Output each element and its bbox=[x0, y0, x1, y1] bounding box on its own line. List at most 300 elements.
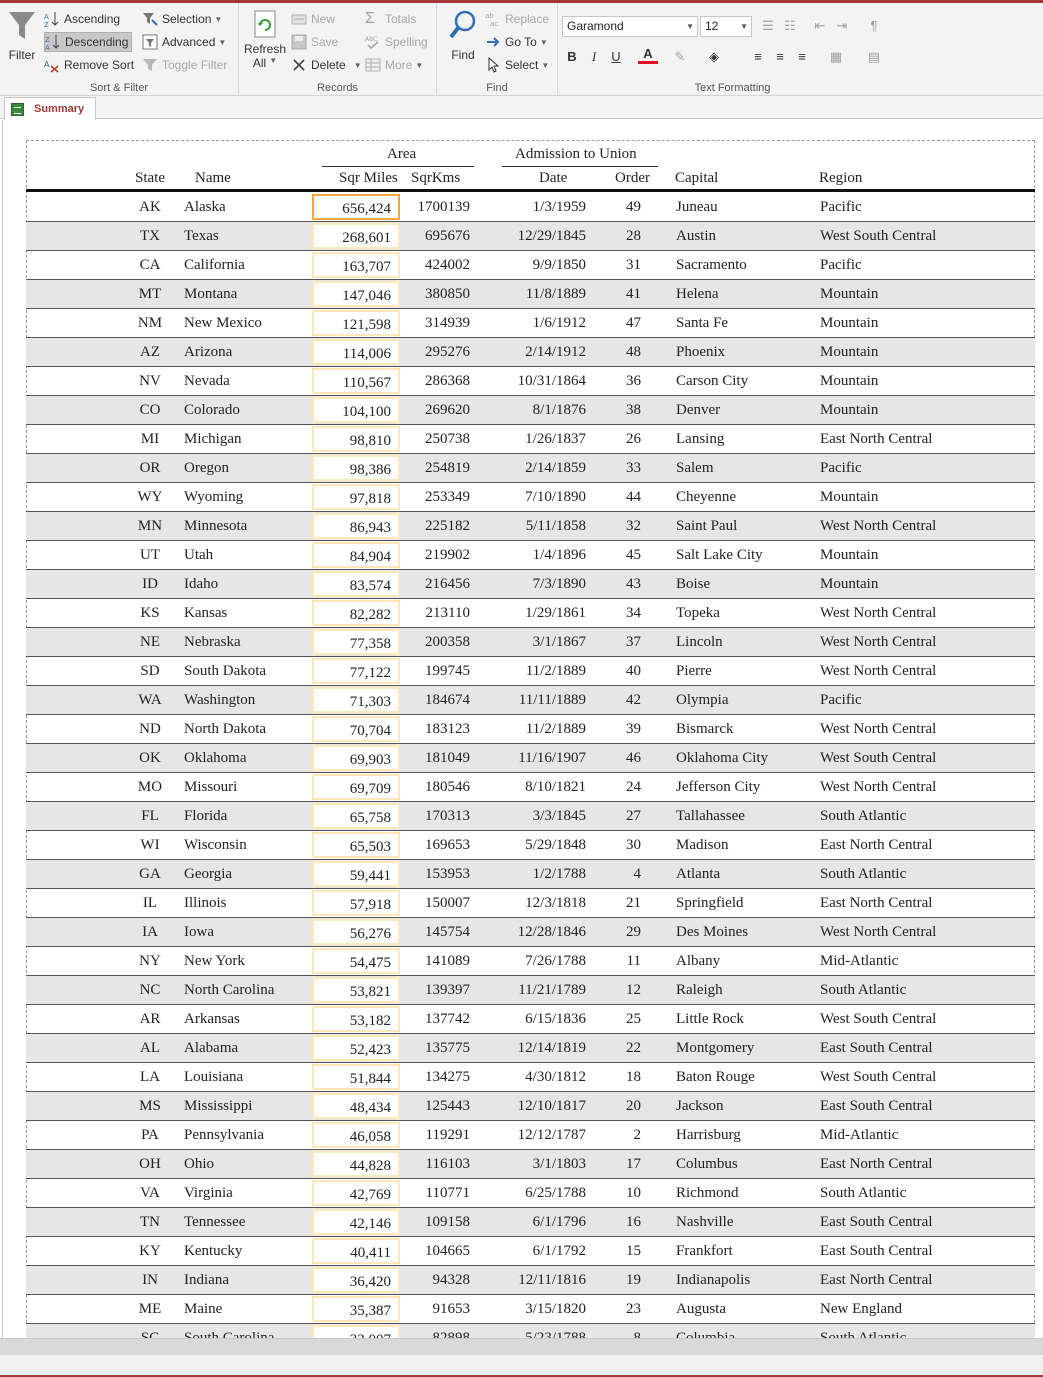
cell-sqmi[interactable]: 42,769 bbox=[312, 1180, 400, 1206]
cell-sqkm: 254819 bbox=[425, 460, 470, 476]
horizontal-scrollbar[interactable] bbox=[0, 1338, 1043, 1355]
cell-region: East North Central bbox=[820, 837, 933, 853]
advanced-label: Advanced bbox=[162, 35, 216, 49]
cell-name: Montana bbox=[184, 286, 238, 302]
tab-summary[interactable] bbox=[4, 97, 96, 120]
cell-order: 25 bbox=[626, 1011, 641, 1027]
cell-capital: Salem bbox=[676, 460, 714, 476]
table-row[interactable] bbox=[26, 802, 1035, 831]
delete-record-button[interactable] bbox=[291, 55, 362, 75]
cell-region: West North Central bbox=[820, 518, 937, 534]
table-row[interactable] bbox=[26, 976, 1035, 1005]
cell-order: 29 bbox=[626, 924, 641, 940]
spelling-label: Spelling bbox=[385, 35, 428, 49]
cell-state: LA bbox=[140, 1069, 160, 1085]
cell-order: 27 bbox=[626, 808, 641, 824]
cell-state: NC bbox=[139, 982, 161, 998]
cell-name: Pennsylvania bbox=[184, 1127, 264, 1143]
cell-state: NY bbox=[139, 953, 161, 969]
font-name-value: Garamond bbox=[567, 19, 624, 33]
cell-sqmi[interactable]: 51,844 bbox=[312, 1064, 400, 1090]
column-header-name: Name bbox=[195, 170, 231, 186]
column-header-sqkm: SqrKms bbox=[411, 170, 461, 186]
table-row[interactable] bbox=[26, 1063, 1035, 1092]
table-row[interactable] bbox=[26, 1179, 1035, 1208]
totals-button[interactable] bbox=[365, 9, 416, 29]
cell-capital: Madison bbox=[676, 837, 729, 853]
descending-button[interactable] bbox=[44, 32, 132, 52]
background-color-icon[interactable]: ◈ bbox=[709, 49, 719, 64]
table-row[interactable] bbox=[26, 628, 1035, 657]
report-left-border bbox=[2, 120, 3, 1338]
cell-sqmi[interactable]: 56,276 bbox=[312, 919, 400, 945]
cell-order: 12 bbox=[626, 982, 641, 998]
table-row[interactable] bbox=[26, 1150, 1035, 1179]
cell-region: West South Central bbox=[820, 228, 937, 244]
save-record-button[interactable] bbox=[291, 32, 338, 52]
cell-order: 24 bbox=[626, 779, 641, 795]
cell-sqmi[interactable]: 84,904 bbox=[312, 542, 400, 568]
cell-sqkm: 380850 bbox=[425, 286, 470, 302]
cell-order: 21 bbox=[626, 895, 641, 911]
cell-sqmi[interactable]: 70,704 bbox=[312, 716, 400, 742]
cell-state: IL bbox=[142, 895, 158, 911]
table-row[interactable] bbox=[26, 251, 1035, 280]
svg-text:Z: Z bbox=[44, 21, 49, 29]
select-button[interactable] bbox=[485, 55, 549, 75]
arrow-right-icon bbox=[485, 34, 501, 50]
cell-region: West North Central bbox=[820, 779, 937, 795]
cell-state: TN bbox=[140, 1214, 160, 1230]
sigma-icon: Σ bbox=[365, 10, 375, 27]
cell-sqkm: 219902 bbox=[425, 547, 470, 563]
cell-capital: Raleigh bbox=[676, 982, 723, 998]
cell-state: OK bbox=[139, 750, 161, 766]
cell-sqmi[interactable]: 54,475 bbox=[312, 948, 400, 974]
cell-date: 1/4/1896 bbox=[532, 547, 586, 563]
refresh-icon bbox=[252, 9, 278, 39]
svg-text:ab: ab bbox=[485, 12, 494, 20]
cell-capital: Harrisburg bbox=[676, 1127, 741, 1143]
cell-sqmi[interactable]: 35,387 bbox=[312, 1296, 400, 1322]
cell-date: 12/3/1818 bbox=[525, 895, 586, 911]
font-name-select[interactable] bbox=[562, 16, 698, 37]
cell-capital: Saint Paul bbox=[676, 518, 738, 534]
bold-button[interactable] bbox=[562, 47, 582, 67]
refresh-all-button[interactable] bbox=[243, 9, 287, 70]
cell-order: 41 bbox=[626, 286, 641, 302]
cell-order: 36 bbox=[626, 373, 641, 389]
sort-ascending-icon bbox=[44, 11, 60, 27]
cell-sqkm: 139397 bbox=[425, 982, 470, 998]
cell-sqmi[interactable]: 163,707 bbox=[312, 252, 400, 278]
alternate-row-color-icon[interactable]: ▦ bbox=[829, 49, 843, 64]
cell-order: 40 bbox=[626, 663, 641, 679]
cell-sqkm: 253349 bbox=[425, 489, 470, 505]
cell-capital: Helena bbox=[676, 286, 719, 302]
cell-sqkm: 153953 bbox=[425, 866, 470, 882]
table-row[interactable] bbox=[26, 599, 1035, 628]
cell-sqkm: 110771 bbox=[425, 1185, 470, 1201]
cell-region: East South Central bbox=[820, 1098, 933, 1114]
cell-sqmi[interactable]: 48,434 bbox=[312, 1093, 400, 1119]
highlight-icon[interactable]: ✎ bbox=[674, 49, 686, 64]
cell-sqkm: 295276 bbox=[425, 344, 470, 360]
area-group-underline bbox=[322, 166, 474, 167]
cell-sqkm: 135775 bbox=[425, 1040, 470, 1056]
cell-date: 3/3/1845 bbox=[532, 808, 586, 824]
cell-sqmi[interactable]: 83,574 bbox=[312, 571, 400, 597]
cell-region: West South Central bbox=[820, 750, 937, 766]
cell-date: 4/30/1812 bbox=[525, 1069, 586, 1085]
gridlines-icon[interactable]: ▤ bbox=[867, 49, 881, 64]
font-color-label: A bbox=[643, 46, 653, 61]
table-row[interactable] bbox=[26, 541, 1035, 570]
cell-capital: Jackson bbox=[676, 1098, 724, 1114]
cell-sqmi[interactable]: 104,100 bbox=[312, 397, 400, 423]
chevron-down-icon: ▼ bbox=[218, 37, 227, 47]
cursor-icon bbox=[485, 57, 501, 73]
cell-sqmi[interactable]: 65,503 bbox=[312, 832, 400, 858]
cell-state: GA bbox=[139, 866, 161, 882]
svg-text:A: A bbox=[44, 13, 49, 21]
cell-sqmi[interactable]: 65,758 bbox=[312, 803, 400, 829]
cell-sqmi[interactable]: 98,810 bbox=[312, 426, 400, 452]
ascending-button[interactable] bbox=[44, 9, 120, 29]
find-group bbox=[437, 3, 558, 96]
cell-region: East South Central bbox=[820, 1214, 933, 1230]
report-icon bbox=[11, 103, 24, 116]
table-row[interactable] bbox=[26, 889, 1035, 918]
find-button[interactable] bbox=[445, 9, 481, 62]
cell-sqmi[interactable]: 114,006 bbox=[312, 339, 400, 365]
cell-sqmi[interactable]: 59,441 bbox=[312, 861, 400, 887]
table-row[interactable] bbox=[26, 918, 1035, 947]
new-record-icon bbox=[291, 11, 307, 27]
cell-sqmi[interactable]: 52,423 bbox=[312, 1035, 400, 1061]
cell-order: 34 bbox=[626, 605, 641, 621]
cell-sqmi[interactable]: 147,046 bbox=[312, 281, 400, 307]
cell-sqmi[interactable]: 82,282 bbox=[312, 600, 400, 626]
cell-state: UT bbox=[140, 547, 160, 563]
cell-sqkm: 424002 bbox=[425, 257, 470, 273]
table-row[interactable] bbox=[26, 338, 1035, 367]
cell-sqmi[interactable]: 121,598 bbox=[312, 310, 400, 336]
font-size-value: 12 bbox=[705, 19, 719, 33]
cell-sqmi[interactable]: 98,386 bbox=[312, 455, 400, 481]
cell-order: 30 bbox=[626, 837, 641, 853]
cell-region: Mountain bbox=[820, 373, 879, 389]
cell-date: 11/2/1889 bbox=[525, 663, 586, 679]
cell-sqmi[interactable]: 57,918 bbox=[312, 890, 400, 916]
cell-state: PA bbox=[141, 1127, 159, 1143]
new-record-button[interactable] bbox=[291, 9, 335, 29]
cell-name: Oregon bbox=[184, 460, 229, 476]
table-row[interactable] bbox=[26, 396, 1035, 425]
cell-order: 39 bbox=[626, 721, 641, 737]
cell-sqkm: 184674 bbox=[425, 692, 470, 708]
cell-sqmi[interactable]: 53,821 bbox=[312, 977, 400, 1003]
cell-name: Colorado bbox=[184, 402, 240, 418]
cell-state: WY bbox=[137, 489, 163, 505]
cell-sqmi[interactable]: 77,358 bbox=[312, 629, 400, 655]
cell-region: Mountain bbox=[820, 489, 879, 505]
table-row[interactable] bbox=[26, 1005, 1035, 1034]
cell-sqkm: 104665 bbox=[425, 1243, 470, 1259]
cell-name: California bbox=[184, 257, 245, 273]
cell-sqmi[interactable]: 69,709 bbox=[312, 774, 400, 800]
cell-capital: Juneau bbox=[676, 199, 718, 215]
chevron-down-icon: ▼ bbox=[539, 37, 548, 47]
cell-state: ME bbox=[138, 1301, 162, 1317]
align-left-icon[interactable]: ≡ bbox=[754, 49, 762, 64]
svg-text:A: A bbox=[44, 60, 50, 69]
cell-date: 12/11/1816 bbox=[518, 1272, 586, 1288]
table-row[interactable] bbox=[26, 860, 1035, 889]
cell-state: TX bbox=[140, 228, 160, 244]
cell-state: AR bbox=[139, 1011, 161, 1027]
cell-sqmi[interactable]: 110,567 bbox=[312, 368, 400, 394]
bullet-list-icon[interactable]: ☰ bbox=[762, 18, 774, 33]
table-row[interactable] bbox=[26, 309, 1035, 338]
cell-name: New Mexico bbox=[184, 315, 262, 331]
cell-sqmi[interactable]: 97,818 bbox=[312, 484, 400, 510]
cell-date: 5/11/1858 bbox=[525, 518, 586, 534]
records-group-label: Records bbox=[317, 82, 358, 94]
cell-state: MO bbox=[137, 779, 163, 795]
table-row[interactable] bbox=[26, 715, 1035, 744]
cell-capital: Baton Rouge bbox=[676, 1069, 755, 1085]
cell-sqmi[interactable]: 77,122 bbox=[312, 658, 400, 684]
column-header-state: State bbox=[135, 170, 165, 186]
cell-sqkm: 269620 bbox=[425, 402, 470, 418]
cell-sqmi[interactable]: 53,182 bbox=[312, 1006, 400, 1032]
cell-state: WI bbox=[140, 837, 160, 853]
cell-date: 11/16/1907 bbox=[518, 750, 586, 766]
toggle-filter-button[interactable] bbox=[142, 55, 227, 75]
table-row[interactable] bbox=[26, 1121, 1035, 1150]
cell-capital: Salt Lake City bbox=[676, 547, 763, 563]
cell-sqkm: 137742 bbox=[425, 1011, 470, 1027]
cell-region: Mountain bbox=[820, 576, 879, 592]
cell-name: North Dakota bbox=[184, 721, 267, 737]
cell-region: Mountain bbox=[820, 344, 879, 360]
font-color-button[interactable] bbox=[638, 45, 658, 64]
go-to-button[interactable] bbox=[485, 32, 548, 52]
advanced-button[interactable] bbox=[142, 32, 226, 52]
cell-order: 10 bbox=[626, 1185, 641, 1201]
cell-region: East North Central bbox=[820, 1156, 933, 1172]
cell-sqmi[interactable]: 71,303 bbox=[312, 687, 400, 713]
align-right-icon[interactable]: ≡ bbox=[798, 49, 806, 64]
cell-state: NV bbox=[139, 373, 161, 389]
filter-button[interactable] bbox=[4, 9, 40, 62]
cell-date: 1/3/1959 bbox=[532, 199, 586, 215]
cell-date: 8/10/1821 bbox=[525, 779, 586, 795]
cell-sqmi[interactable]: 40,411 bbox=[312, 1238, 400, 1264]
cell-order: 45 bbox=[626, 547, 641, 563]
delete-icon bbox=[291, 57, 307, 73]
cell-sqmi[interactable]: 44,828 bbox=[312, 1151, 400, 1177]
cell-region: West North Central bbox=[820, 924, 937, 940]
table-row[interactable] bbox=[26, 947, 1035, 976]
cell-name: Kansas bbox=[184, 605, 228, 621]
cell-sqkm: 181049 bbox=[425, 750, 470, 766]
font-size-select[interactable] bbox=[700, 16, 752, 37]
cell-date: 6/1/1792 bbox=[532, 1243, 586, 1259]
decrease-indent-icon[interactable]: ⇤ bbox=[814, 18, 826, 33]
funnel-icon bbox=[7, 9, 37, 43]
cell-name: Florida bbox=[184, 808, 228, 824]
cell-sqmi[interactable]: 86,943 bbox=[312, 513, 400, 539]
cell-sqkm: 213110 bbox=[425, 605, 470, 621]
table-row[interactable] bbox=[26, 1266, 1035, 1295]
table-row[interactable] bbox=[26, 1237, 1035, 1266]
svg-text:Z: Z bbox=[45, 36, 50, 44]
table-row[interactable] bbox=[26, 1295, 1035, 1324]
save-icon bbox=[291, 34, 307, 50]
table-row[interactable] bbox=[26, 657, 1035, 686]
header-rule bbox=[26, 189, 1035, 192]
cell-date: 9/9/1850 bbox=[532, 257, 586, 273]
toggle-filter-icon bbox=[142, 57, 158, 73]
increase-indent-icon[interactable]: ⇥ bbox=[836, 18, 848, 33]
cell-capital: Lansing bbox=[676, 431, 725, 447]
align-center-icon[interactable]: ≡ bbox=[776, 49, 784, 64]
table-row[interactable] bbox=[26, 483, 1035, 512]
cell-sqkm: 200358 bbox=[425, 634, 470, 650]
replace-label: Replace bbox=[505, 12, 550, 26]
italic-button[interactable] bbox=[584, 47, 604, 67]
text-formatting-group bbox=[558, 3, 907, 96]
column-header-region: Region bbox=[819, 170, 863, 186]
cell-name: Nevada bbox=[184, 373, 230, 389]
cell-capital: Denver bbox=[676, 402, 721, 418]
cell-name: Minnesota bbox=[184, 518, 248, 534]
cell-order: 23 bbox=[626, 1301, 641, 1317]
cell-sqmi[interactable]: 46,058 bbox=[312, 1122, 400, 1148]
chevron-down-icon: ▼ bbox=[541, 60, 550, 70]
cell-state: FL bbox=[141, 808, 159, 824]
cell-date: 7/26/1788 bbox=[525, 953, 586, 969]
cell-capital: Indianapolis bbox=[676, 1272, 751, 1288]
cell-sqmi[interactable]: 36,420 bbox=[312, 1267, 400, 1293]
cell-region: West North Central bbox=[820, 663, 937, 679]
table-row[interactable] bbox=[26, 831, 1035, 860]
text-formatting-group-label: Text Formatting bbox=[694, 82, 771, 94]
tab-summary-label: Summary bbox=[34, 103, 85, 115]
table-row[interactable] bbox=[26, 744, 1035, 773]
cell-name: Iowa bbox=[184, 924, 214, 940]
text-direction-icon[interactable]: ¶ bbox=[870, 18, 878, 33]
table-row[interactable] bbox=[26, 773, 1035, 802]
cell-region: East North Central bbox=[820, 431, 933, 447]
cell-order: 18 bbox=[626, 1069, 641, 1085]
cell-region: West South Central bbox=[820, 1011, 937, 1027]
remove-sort-button[interactable] bbox=[44, 55, 134, 75]
cell-date: 11/11/1889 bbox=[518, 692, 586, 708]
cell-capital: Atlanta bbox=[676, 866, 721, 882]
selection-label: Selection bbox=[162, 12, 212, 26]
replace-icon bbox=[485, 11, 501, 27]
cell-region: New England bbox=[820, 1301, 903, 1317]
cell-region: South Atlantic bbox=[820, 808, 907, 824]
cell-order: 47 bbox=[626, 315, 641, 331]
svg-text:ABC: ABC bbox=[365, 36, 378, 43]
cell-order: 2 bbox=[633, 1127, 641, 1143]
underline-button[interactable] bbox=[606, 47, 626, 67]
more-icon bbox=[365, 57, 381, 73]
table-row[interactable] bbox=[26, 570, 1035, 599]
remove-sort-icon bbox=[44, 57, 60, 73]
cell-date: 1/6/1912 bbox=[532, 315, 586, 331]
table-row[interactable] bbox=[26, 1034, 1035, 1063]
find-group-label: Find bbox=[486, 82, 508, 94]
table-row[interactable] bbox=[26, 1208, 1035, 1237]
cell-order: 22 bbox=[626, 1040, 641, 1056]
cell-sqkm: 91653 bbox=[432, 1301, 470, 1317]
cell-region: West North Central bbox=[820, 721, 937, 737]
cell-order: 15 bbox=[626, 1243, 641, 1259]
chevron-down-icon: ▼ bbox=[740, 22, 748, 31]
cell-region: East North Central bbox=[820, 895, 933, 911]
selection-button[interactable] bbox=[142, 9, 222, 29]
cell-sqmi[interactable]: 268,601 bbox=[312, 223, 400, 249]
table-row[interactable] bbox=[26, 512, 1035, 541]
cell-sqkm: 170313 bbox=[425, 808, 470, 824]
chevron-down-icon: ▼ bbox=[686, 22, 694, 31]
cell-capital: Phoenix bbox=[676, 344, 726, 360]
cell-capital: Oklahoma City bbox=[676, 750, 769, 766]
cell-order: 16 bbox=[626, 1214, 641, 1230]
more-button[interactable] bbox=[365, 55, 423, 75]
cell-sqkm: 199745 bbox=[425, 663, 470, 679]
table-row[interactable] bbox=[26, 222, 1035, 251]
svg-text:ac: ac bbox=[490, 20, 499, 28]
cell-name: Arkansas bbox=[184, 1011, 240, 1027]
table-row[interactable] bbox=[26, 425, 1035, 454]
table-row[interactable] bbox=[26, 367, 1035, 396]
cell-sqmi[interactable]: 42,146 bbox=[312, 1209, 400, 1235]
cell-name: Georgia bbox=[184, 866, 233, 882]
italic-label: I bbox=[591, 49, 597, 64]
replace-button[interactable] bbox=[485, 9, 549, 29]
cell-capital: Carson City bbox=[676, 373, 749, 389]
cell-region: Mountain bbox=[820, 286, 879, 302]
table-row[interactable] bbox=[26, 193, 1035, 222]
sort-filter-group bbox=[0, 3, 239, 96]
cell-date: 11/8/1889 bbox=[525, 286, 586, 302]
table-row[interactable] bbox=[26, 1092, 1035, 1121]
table-row[interactable] bbox=[26, 454, 1035, 483]
cell-state: WA bbox=[138, 692, 162, 708]
toggle-filter-label: Toggle Filter bbox=[162, 58, 228, 72]
cell-name: Oklahoma bbox=[184, 750, 247, 766]
table-row[interactable] bbox=[26, 686, 1035, 715]
cell-capital: Tallahassee bbox=[676, 808, 745, 824]
cell-date: 8/1/1876 bbox=[532, 402, 586, 418]
table-row[interactable] bbox=[26, 280, 1035, 309]
cell-order: 37 bbox=[626, 634, 641, 650]
spelling-button[interactable] bbox=[365, 32, 428, 52]
cell-sqmi[interactable]: 656,424 bbox=[312, 194, 400, 220]
admission-group-header: Admission to Union bbox=[515, 146, 637, 162]
cell-order: 20 bbox=[626, 1098, 641, 1114]
cell-sqmi[interactable]: 69,903 bbox=[312, 745, 400, 771]
numbered-list-icon[interactable]: ☷ bbox=[784, 18, 796, 33]
cell-order: 31 bbox=[626, 257, 641, 273]
cell-region: Pacific bbox=[820, 460, 862, 476]
